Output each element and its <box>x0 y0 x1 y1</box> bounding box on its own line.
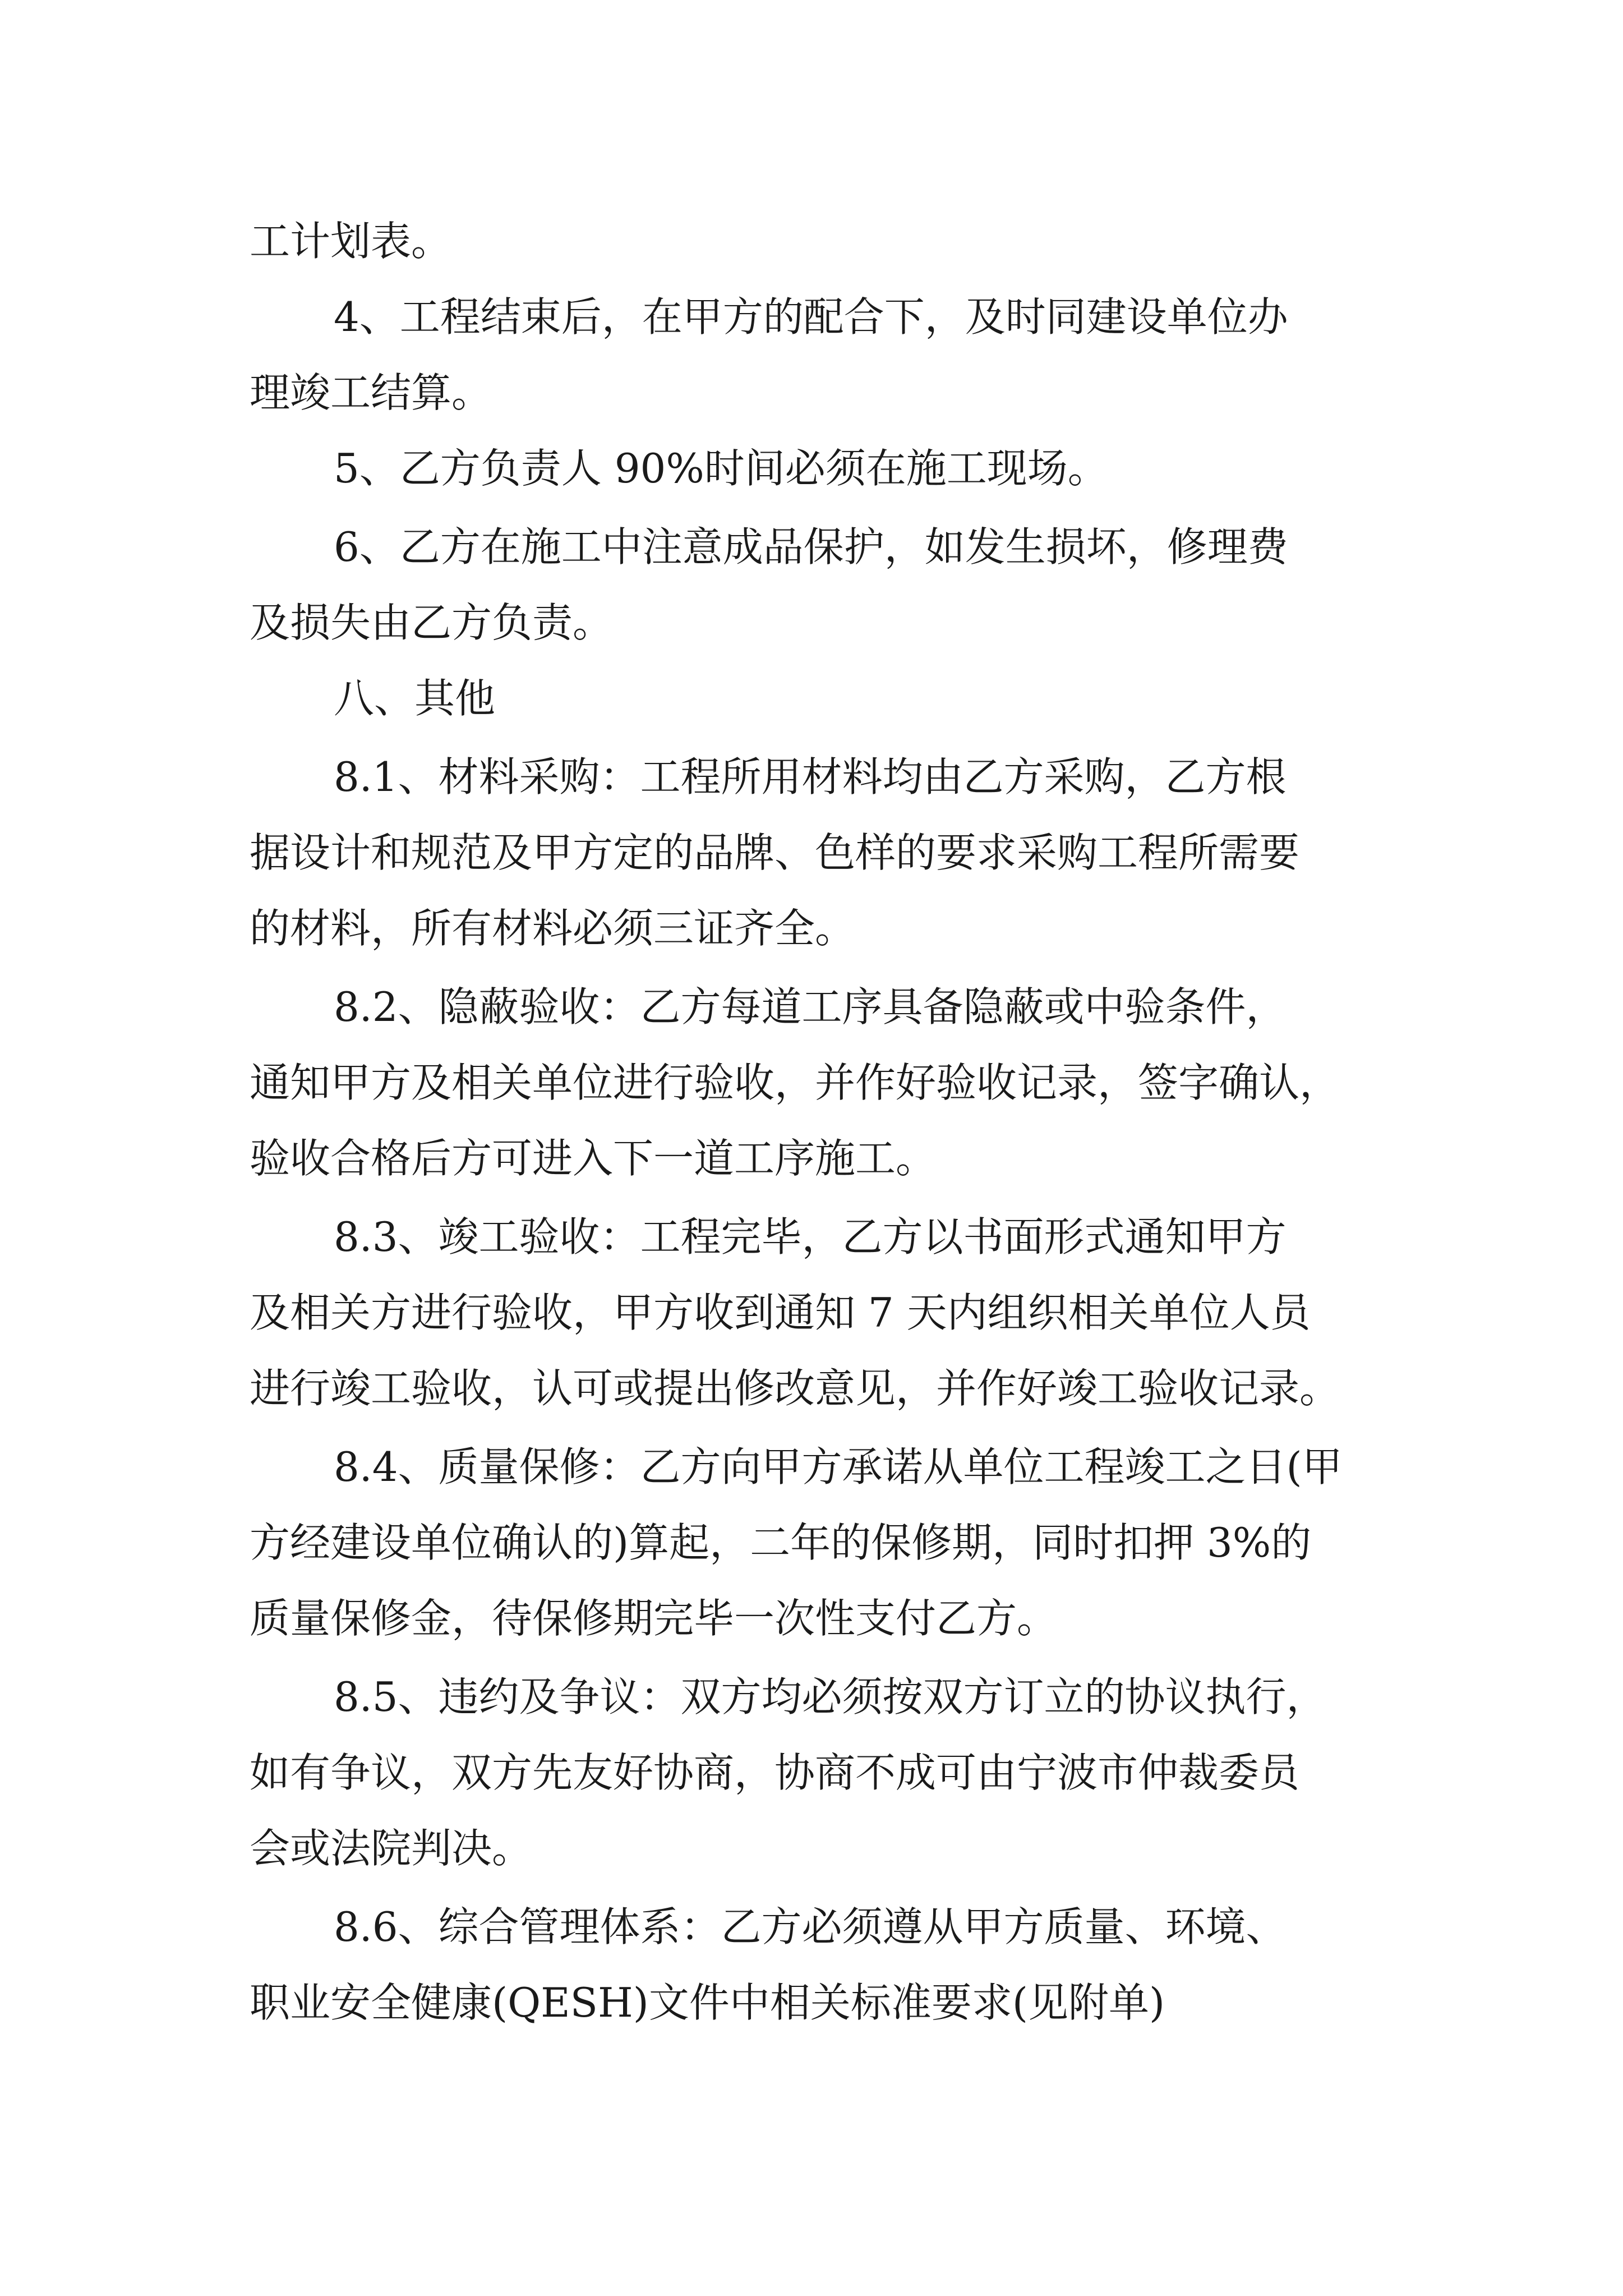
text-line: 8.3、竣工验收：工程完毕，乙方以书面形式通知甲方 <box>334 1213 1287 1260</box>
text-line: 如有争议，双方先友好协商，协商不成可由宁波市仲裁委员 <box>250 1749 1300 1796</box>
text-line: 工计划表。 <box>250 218 452 265</box>
text-line: 方经建设单位确认的)算起，二年的保修期，同时扣押 3%的 <box>250 1519 1312 1566</box>
text-line: 理竣工结算。 <box>250 369 492 416</box>
text-line: 8.1、材料采购：工程所用材料均由乙方采购，乙方根 <box>334 753 1287 800</box>
text-line: 会或法院判决。 <box>250 1825 533 1872</box>
text-line: 8.5、违约及争议：双方均必须按双方订立的协议执行， <box>334 1673 1327 1720</box>
text-line: 8.4、质量保修：乙方向甲方承诺从单位工程竣工之日(甲 <box>334 1443 1343 1490</box>
text-line: 8.2、隐蔽验收：乙方每道工序具备隐蔽或中验条件， <box>334 983 1287 1030</box>
text-line: 据设计和规范及甲方定的品牌、色样的要求采购工程所需要 <box>250 829 1300 876</box>
text-line: 4、工程结束后，在甲方的配合下，及时同建设单位办 <box>334 293 1288 341</box>
text-line: 通知甲方及相关单位进行验收，并作好验收记录，签字确认， <box>250 1059 1340 1106</box>
text-line: 的材料，所有材料必须三证齐全。 <box>250 905 856 952</box>
section-heading: 八、其他 <box>334 675 496 722</box>
text-line: 进行竣工验收，认可或提出修改意见，并作好竣工验收记录。 <box>250 1365 1340 1412</box>
text-line: 验收合格后方可进入下一道工序施工。 <box>250 1135 937 1182</box>
text-line: 职业安全健康(QESH)文件中相关标准要求(见附单) <box>250 1979 1165 2026</box>
text-line: 6、乙方在施工中注意成品保护，如发生损坏，修理费 <box>334 523 1288 570</box>
text-line: 及相关方进行验收，甲方收到通知 7 天内组织相关单位人员 <box>250 1289 1311 1336</box>
text-line: 及损失由乙方负责。 <box>250 599 614 646</box>
text-line: 8.6、综合管理体系：乙方必须遵从甲方质量、环境、 <box>334 1903 1287 1950</box>
text-line: 5、乙方负责人 90%时间必须在施工现场。 <box>334 445 1108 492</box>
text-line: 质量保修金，待保修期完毕一次性支付乙方。 <box>250 1595 1058 1642</box>
